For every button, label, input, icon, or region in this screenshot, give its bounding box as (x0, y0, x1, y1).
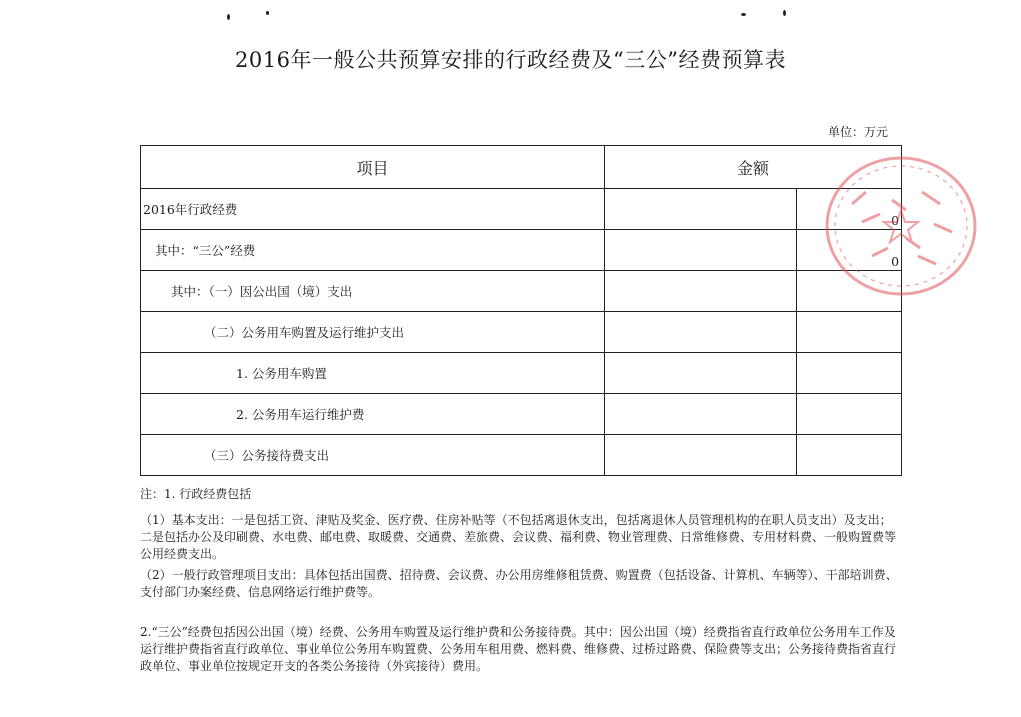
header-amount: 金额 (605, 146, 902, 189)
table-row (141, 271, 902, 312)
row-label-text: 其中：“三公”经费 (155, 243, 256, 258)
table-header-row (141, 146, 902, 189)
row-label-text: 1. 公务用车购置 (236, 366, 327, 381)
note-2: 2.“三公”经费包括因公出国（境）经费、公务用车购置及运行维护费和公务接待费。其中：因公出国（境）经费指省直行政单位公务用车工作及运行维护费指省直行政单位、事业单位公务用车购置费、公务用车租用费、燃料费、维修费、过桥过路费、保险费等支出；公务接待费指省直行政单位、事业单位按规定开支的各类公务接待（外宾接待）费用。 (140, 625, 897, 673)
note-1b: （2）一般行政管理项目支出：具体包括出国费、招待费、会议费、办公用房维修租赁费、购置费（包括设备、计算机、车辆等）、干部培训费、支付部门办案经费、信息网络运行维护费等。 (140, 568, 898, 599)
row-label (141, 230, 605, 271)
amount-value (797, 271, 902, 312)
scan-speck (227, 14, 230, 20)
scan-speck (266, 11, 269, 15)
note-1a: （1）基本支出：一是包括工资、津贴及奖金、医疗费、住房补贴等（不包括离退休支出，包括离退休人员管理机构的在职人员支出）及支出；二是包括办公及印刷费、水电费、邮电费、取暖费、交通费、差旅费、会议费、福利费、物业管理费、日常维修费、专用材料费、一般购置费等公用经费支出。 (140, 513, 897, 561)
row-label (141, 394, 605, 435)
table-row (141, 230, 902, 271)
amount-cell (605, 394, 797, 435)
amount-cell (605, 312, 797, 353)
table-row (141, 435, 902, 476)
amount-value (797, 435, 902, 476)
amount-value: 0 (797, 189, 902, 230)
scan-speck (783, 10, 786, 16)
amount-cell (605, 435, 797, 476)
table-row (141, 394, 902, 435)
row-label (141, 189, 605, 230)
table-row (141, 312, 902, 353)
amount-cell (605, 189, 797, 230)
note-1-title: 注：1. 行政经费包括 (140, 487, 252, 501)
amount-cell (605, 230, 797, 271)
row-label-text: （三）公务接待费支出 (204, 448, 330, 463)
unit-label: 单位：万元 (828, 125, 889, 139)
notes-section (140, 486, 900, 503)
row-label-text: 2. 公务用车运行维护费 (236, 407, 365, 422)
row-label-text: 2016年行政经费 (143, 202, 238, 217)
row-label (141, 312, 605, 353)
notes-section (140, 567, 900, 601)
amount-value (797, 353, 902, 394)
row-label-text: 其中：（一）因公出国（境）支出 (171, 284, 353, 299)
page-title: 2016年一般公共预算安排的行政经费及“三公”经费预算表 (235, 48, 786, 72)
row-label-text: （二）公务用车购置及运行维护支出 (204, 325, 405, 340)
amount-cell (605, 353, 797, 394)
table-row (141, 189, 902, 230)
row-label (141, 435, 605, 476)
amount-value (797, 312, 902, 353)
table-row (141, 353, 902, 394)
row-label (141, 353, 605, 394)
scan-speck (741, 13, 746, 16)
amount-value: 0 (797, 230, 902, 271)
row-label (141, 271, 605, 312)
notes-section (140, 624, 900, 675)
header-item: 项目 (141, 146, 605, 189)
notes-section (140, 512, 900, 563)
budget-table (140, 145, 902, 476)
amount-cell (605, 271, 797, 312)
amount-value (797, 394, 902, 435)
